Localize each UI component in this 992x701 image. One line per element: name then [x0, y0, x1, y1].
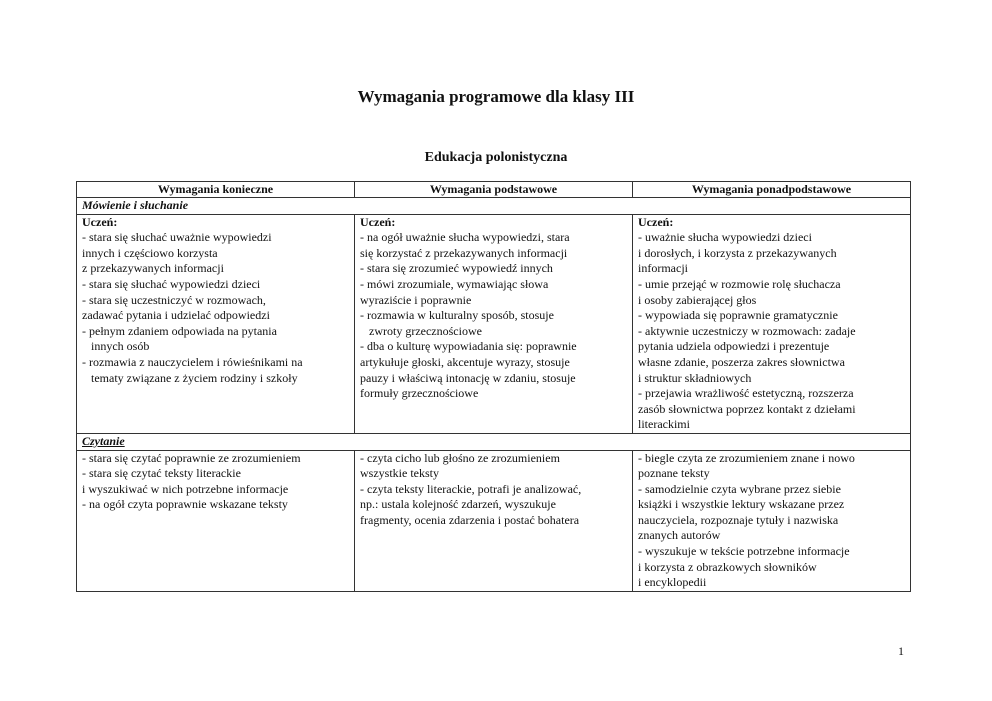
section-title: Edukacja polonistyczna: [424, 150, 568, 165]
table-header-row: [77, 182, 911, 198]
section-label-row: [77, 433, 911, 450]
requirement-line: - na ogół czyta poprawnie wskazane teksty: [82, 497, 288, 512]
requirement-line: - stara się słuchać uważnie wypowiedzi: [82, 230, 272, 245]
requirement-line: wyraziście i poprawnie: [360, 292, 472, 307]
requirements-cell: [633, 450, 911, 591]
requirement-line: - czyta cicho lub głośno ze zrozumieniem: [360, 450, 560, 465]
requirement-line: i osoby zabierającej głos: [638, 292, 757, 307]
requirement-line: - stara się czytać poprawnie ze zrozumieniem: [82, 450, 301, 465]
requirements-cell: [355, 214, 633, 433]
requirement-line: z przekazywanych informacji: [82, 261, 224, 276]
requirement-line: - stara się zrozumieć wypowiedź innych: [360, 261, 553, 276]
student-label: Uczeń:: [360, 214, 396, 229]
requirement-line: - samodzielnie czyta wybrane przez siebie: [638, 481, 841, 496]
requirement-line: wszystkie teksty: [360, 466, 439, 481]
requirements-cell: [633, 214, 911, 433]
requirements-cell: [77, 450, 355, 591]
requirement-line: i struktur składniowych: [638, 370, 752, 385]
requirement-line: - stara się uczestniczyć w rozmowach,: [82, 292, 266, 307]
requirement-line: nauczyciela, rozpoznaje tytuły i nazwiska: [638, 512, 839, 527]
requirement-line: się korzystać z przekazywanych informacji: [360, 245, 568, 260]
requirement-line: - na ogół uważnie słucha wypowiedzi, stara: [360, 230, 570, 245]
requirement-line: - przejawia wrażliwość estetyczną, rozszerza: [638, 386, 854, 401]
requirements-cell: [355, 450, 633, 591]
requirement-line: pytania udziela odpowiedzi i prezentuje: [638, 339, 830, 354]
requirement-line: formuły grzecznościowe: [360, 386, 479, 401]
requirement-line: - biegle czyta ze zrozumieniem znane i nowo: [638, 450, 855, 465]
requirement-line: książki i wszystkie lektury wskazane przez: [638, 497, 845, 512]
requirement-line: i korzysta z obrazkowych słowników: [638, 559, 817, 574]
requirement-line: zwroty grzecznościowe: [369, 323, 482, 338]
requirement-line: tematy związane z życiem rodziny i szkoły: [91, 370, 298, 385]
requirement-line: i dorosłych, i korzysta z przekazywanych: [638, 245, 837, 260]
section-label-text: Mówienie i słuchanie: [82, 198, 189, 212]
requirement-line: - uważnie słucha wypowiedzi dzieci: [638, 230, 812, 245]
requirement-line: innych i częściowo korzysta: [82, 245, 218, 260]
requirement-line: i encyklopedii: [638, 575, 707, 590]
section-label: [77, 198, 911, 215]
requirement-line: artykułuje głoski, akcentuje wyrazy, stosuje: [360, 354, 570, 369]
requirement-line: zadawać pytania i udzielać odpowiedzi: [82, 308, 270, 323]
requirement-line: własne zdanie, poszerza zakres słownictwa: [638, 354, 845, 369]
requirement-line: znanych autorów: [638, 528, 721, 543]
requirement-line: - wyszukuje w tekście potrzebne informacje: [638, 544, 850, 559]
requirement-line: - pełnym zdaniem odpowiada na pytania: [82, 323, 277, 338]
requirement-line: pauzy i właściwą intonację w zdaniu, stosuje: [360, 370, 576, 385]
requirements-table: [76, 181, 911, 592]
requirement-line: - dba o kulturę wypowiadania się: poprawnie: [360, 339, 577, 354]
requirement-line: i wyszukiwać w nich potrzebne informacje: [82, 481, 289, 496]
requirement-line: - rozmawia w kulturalny sposób, stosuje: [360, 308, 554, 323]
table-row: [77, 214, 911, 433]
table-body: [77, 198, 911, 592]
requirement-line: zasób słownictwa poprzez kontakt z dziełami: [638, 401, 856, 416]
requirement-line: - wypowiada się poprawnie gramatycznie: [638, 308, 838, 323]
section-label-row: [77, 198, 911, 215]
requirement-line: literackimi: [638, 417, 690, 432]
section-label-text: Czytanie: [82, 433, 125, 448]
section-label: [77, 433, 911, 450]
requirement-line: - stara się czytać teksty literackie: [82, 466, 241, 481]
column-header: Wymagania podstawowe: [355, 182, 633, 198]
requirement-line: innych osób: [91, 339, 150, 354]
requirement-line: - czyta teksty literackie, potrafi je analizować,: [360, 481, 582, 496]
requirement-line: np.: ustala kolejność zdarzeń, wyszukuje: [360, 497, 556, 512]
column-header: Wymagania konieczne: [77, 182, 355, 198]
requirement-line: poznane teksty: [638, 466, 710, 481]
table-row: [77, 450, 911, 591]
requirement-line: - mówi zrozumiale, wymawiając słowa: [360, 276, 549, 291]
requirement-line: - rozmawia z nauczycielem i rówieśnikami na: [82, 354, 303, 369]
requirement-line: fragmenty, ocenia zdarzenia i postać bohatera: [360, 512, 580, 527]
page-number: 1: [898, 644, 904, 658]
column-header: Wymagania ponadpodstawowe: [633, 182, 911, 198]
requirements-cell: [77, 214, 355, 433]
requirement-line: - umie przejąć w rozmowie rolę słuchacza: [638, 276, 841, 291]
document-title: Wymagania programowe dla klasy III: [357, 87, 635, 106]
requirement-line: informacji: [638, 261, 688, 276]
requirement-line: - stara się słuchać wypowiedzi dzieci: [82, 276, 261, 291]
student-label: Uczeń:: [638, 214, 674, 229]
requirement-line: - aktywnie uczestniczy w rozmowach: zadaje: [638, 323, 856, 338]
student-label: Uczeń:: [82, 214, 118, 229]
